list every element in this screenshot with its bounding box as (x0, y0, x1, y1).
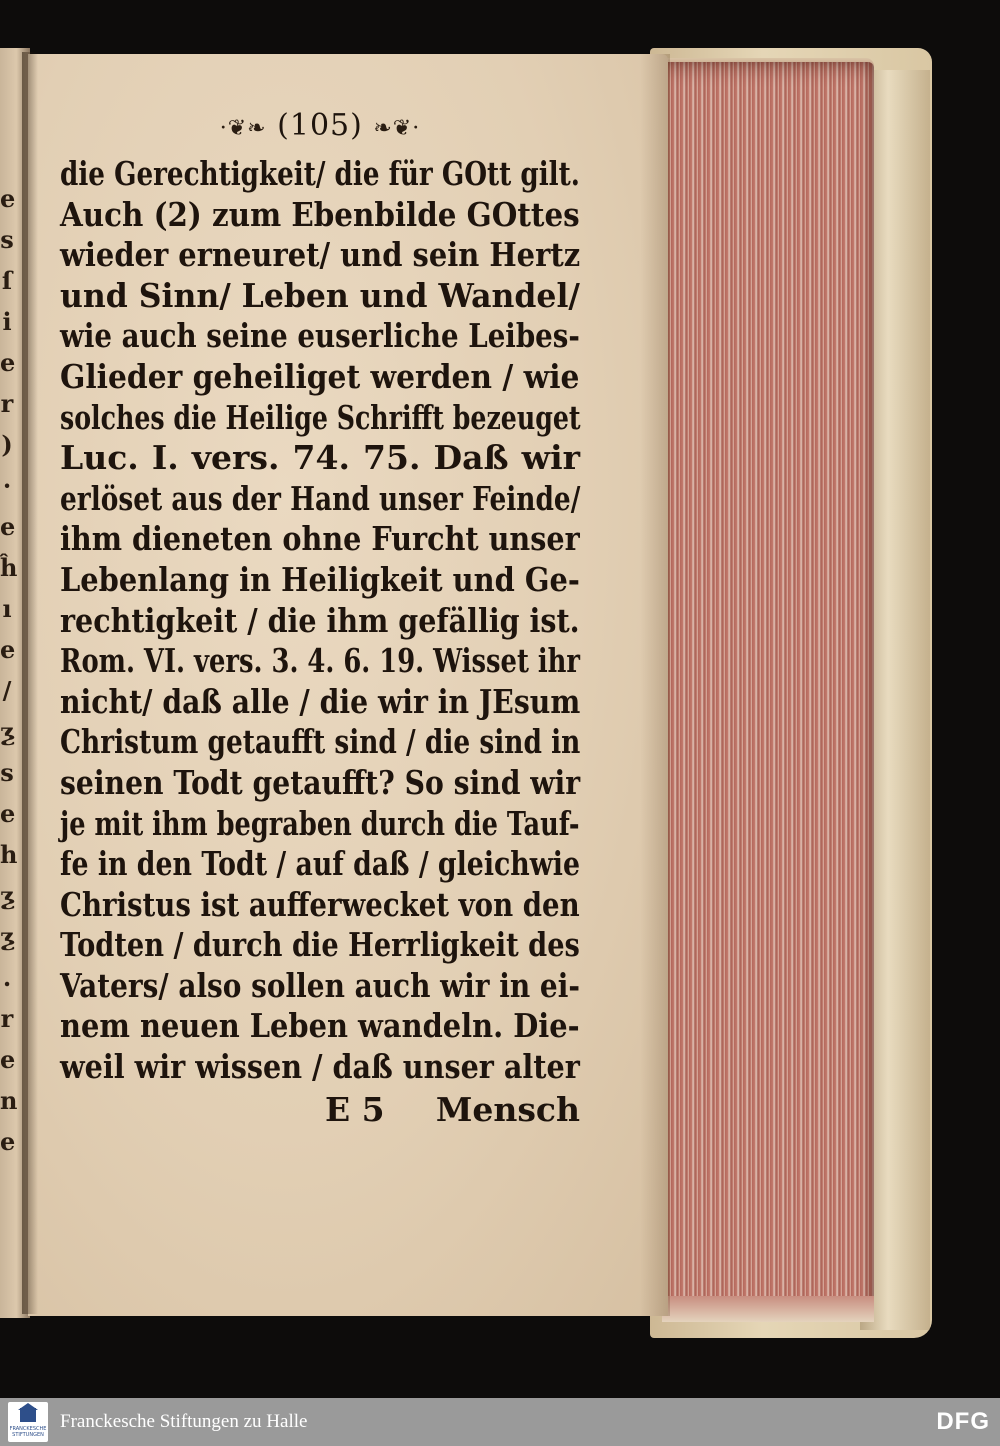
facing-page-letter: / (2, 676, 12, 705)
text-line: wieder erneuret/ und sein Hertz (60, 235, 581, 275)
catchword: Mensch (435, 1089, 580, 1129)
page-block-red-edges (662, 62, 874, 1320)
facing-page-text-fragments (0, 178, 18, 1162)
facing-page-letter: e (0, 348, 16, 377)
text-line: Luc. I. vers. 74. 75. Daß wir (60, 438, 580, 478)
text-line: Glieder geheiliget werden / wie (60, 356, 580, 396)
text-line: Vaters/ also sollen auch wir in ei- (60, 965, 580, 1005)
text-line: fe in den Todt / auf daß / gleichwie (60, 844, 580, 884)
facing-page-letter: · (2, 471, 12, 500)
institution-name[interactable]: Franckesche Stiftungen zu Halle (60, 1411, 308, 1432)
text-line: solches die Heilige Schrifft bezeuget (60, 397, 581, 437)
facing-page-letter: r (0, 389, 14, 418)
facing-page-letter: h (0, 840, 18, 869)
facing-page-letter: s (0, 225, 14, 254)
facing-page-letter: ƺ (0, 881, 16, 910)
text-line: rechtigkeit / die ihm gefällig ist. (60, 600, 580, 640)
facing-page-letter: . (2, 963, 12, 992)
facing-page-letter: ƺ (0, 717, 16, 746)
text-line: ihm dieneten ohne Furcht unser (60, 519, 580, 559)
page-text-block (60, 106, 580, 1132)
text-line: Lebenlang in Heiligkeit und Ge- (60, 559, 580, 599)
facing-page-letter: i (2, 307, 12, 336)
text-line: die Gerechtigkeit/ die für GOtt gilt. (60, 154, 580, 193)
facing-page-letter: ) (1, 430, 13, 459)
text-line: nicht/ daß alle / die wir in JEsum (60, 681, 581, 721)
text-line: wie auch seine euserliche Leibes- (60, 316, 580, 356)
text-line: Todten / durch die Herrligkeit des (60, 925, 580, 965)
facing-page-letter: ſ (1, 266, 13, 295)
page-number: (105) (277, 108, 363, 143)
viewer-footer-bar (0, 1398, 1000, 1446)
header-ornament-right-icon: ❧❦· (373, 116, 421, 141)
text-line: Christus ist aufferwecket von den (60, 884, 580, 924)
page-header (60, 106, 580, 154)
facing-page-letter: e (0, 512, 16, 541)
logo-caption: FRANCKESCHE STIFTUNGEN (9, 1426, 47, 1438)
text-line: erlöset aus der Hand unser Feinde/ (60, 478, 581, 518)
text-line: seinen Todt getaufft? So sind wir (60, 762, 581, 802)
gutter-shadow (22, 52, 38, 1314)
text-line: Rom. VI. vers. 3. 4. 6. 19. Wisset ihr (60, 641, 581, 681)
page-footer-line (60, 1088, 580, 1132)
facing-page-letter: n (0, 1086, 18, 1115)
facing-page-letter: r (0, 1004, 14, 1033)
body-text (60, 154, 580, 1088)
facing-page-letter: e (0, 1127, 16, 1156)
text-line: und Sinn/ Leben und Wandel/ (60, 275, 580, 315)
text-line: Auch (2) zum Ebenbilde GOttes (60, 194, 580, 234)
text-line: weil wir wissen / daß unser alter (60, 1047, 580, 1087)
facing-page-letter: s (0, 758, 14, 787)
facing-page-letter: ı (2, 594, 12, 623)
facing-page-letter: e (0, 635, 16, 664)
facing-page-letter: e (0, 799, 16, 828)
header-ornament-left-icon: ·❦❧ (219, 116, 267, 141)
dfg-logo[interactable]: DFG (936, 1408, 990, 1435)
facing-page-letter: e (0, 184, 16, 213)
page-edge-shadow (640, 54, 670, 1316)
text-line: nem neuen Leben wandeln. Die- (60, 1006, 580, 1046)
text-line: je mit ihm begraben durch die Tauf- (60, 803, 580, 843)
text-line: Christum getaufft sind / die sind in (60, 722, 581, 762)
page-block-bottom (662, 1296, 874, 1322)
facing-page-letter: e (0, 1045, 16, 1074)
franckesche-logo-icon[interactable] (8, 1402, 48, 1442)
signature-mark: E 5 (325, 1089, 385, 1129)
facing-page-letter: ĥ (0, 553, 18, 582)
logo-house-shape (20, 1408, 36, 1422)
facing-page-letter: ƺ (0, 922, 16, 951)
